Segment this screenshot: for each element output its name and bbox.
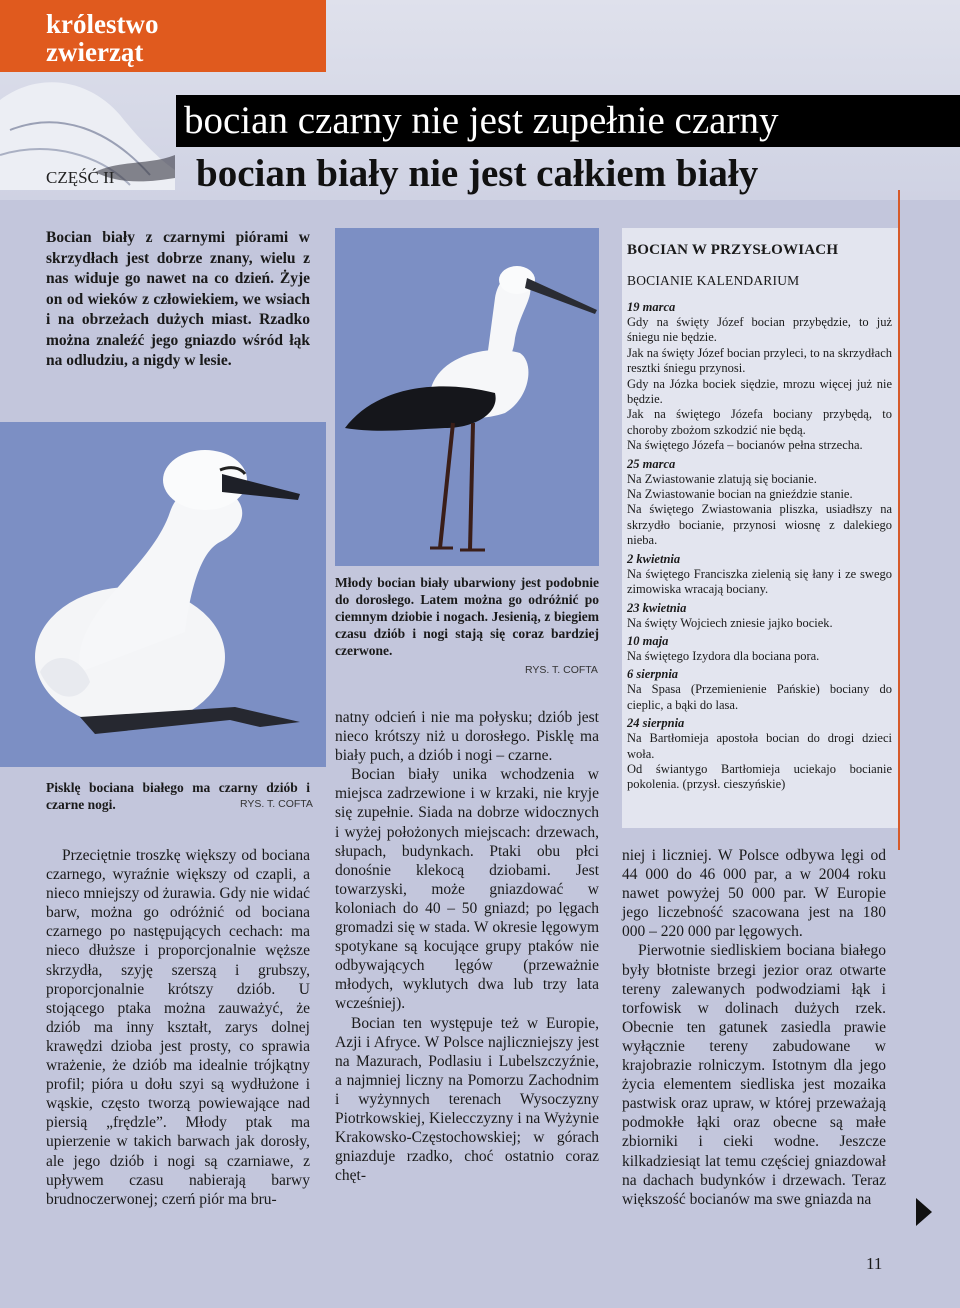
proverb-line: Na świętego Zwiastowania pliszka, usiadłszy na skrzydło bocianie, przynosi wiosnę z dalekiego nieba. xyxy=(627,502,892,548)
continue-arrow-icon xyxy=(916,1198,932,1226)
figure1-caption: Pisklę bociana białego ma czarny dziób i czarne nogi. xyxy=(46,780,310,812)
page-number: 11 xyxy=(866,1254,883,1273)
section-tab xyxy=(0,0,326,72)
proverb-line: Jak na święty Józef bocian przyleci, to na skrzydłach resztki śniegu przynosi. xyxy=(627,345,892,376)
calendar-date: 19 marca xyxy=(627,300,676,314)
calendar-date: 10 maja xyxy=(627,633,669,648)
calendar-date: 25 marca xyxy=(627,456,676,471)
column2-paragraph: Bocian ten występuje też w Europie, Azji i Afryce. W Polsce najliczniejszy jest na Mazurach, Podlasiu i Lubelszczyźnie, a najmniej liczny na Pomorzu Zachodnim i wyżynnych terenach Wysoczyzny Piotrkowskiej, Kielecczyzny i na Wyżynie Krakowsko-Częstochowskiej; w górach gniazduje rzadko, choć ostatnio coraz chęt- xyxy=(335,1014,599,1185)
calendar-date: 24 sierpnia xyxy=(627,716,685,731)
column2-paragraph: natny odcień i nie ma połysku; dziób jest nieco krótszy niż u dorosłego. Pisklę ma biały puch, a dziób i nogi – czarne. xyxy=(335,709,599,765)
proverb-line: Na Zwiastowanie zlatują się bocianie. xyxy=(627,471,817,486)
body-column-2 xyxy=(335,708,599,1185)
calendar-date: 2 kwietnia xyxy=(627,551,681,566)
part-label: CZĘŚĆ II xyxy=(46,168,115,187)
proverb-line: Gdy na święty Józef bocian przybędzie, to już śniegu nie będzie. xyxy=(627,315,892,345)
sidebar-subtitle: BOCIANIE KALENDARIUM xyxy=(627,273,800,288)
proverb-line: Na Bartłomieja apostoła bocian do drogi dzieci woła. xyxy=(627,731,892,761)
young-stork-illustration xyxy=(335,228,599,566)
title-line-1: bocian czarny nie jest zupełnie czarny xyxy=(184,99,779,142)
lead-paragraph: Bocian biały z czarnymi piórami w skrzydłach jest dobrze znany, wielu z nas widuje go nawet na co dzień. Żyje on od wieków z człowiekiem, we wsiach i na obrzeżach dużych miast. Rzadko można znaleźć jego gniazdo wśród łąk na odludziu, a nigdy w lesie. xyxy=(46,229,310,369)
proverb-line: Na Spasa (Przemienienie Pańskie) bociany do cieplic, a bąki do lasa. xyxy=(627,682,892,712)
proverb-line: Gdy na Józka bociek siędzie, mrozu więcej już nie będzie. xyxy=(627,376,892,407)
proverb-line: Na Zwiastowanie bocian na gnieździe stanie. xyxy=(627,487,853,502)
column3-paragraph: niej i liczniej. W Polsce odbywa lęgi od 44 000 do 46 000 par, a w 2004 roku nawet powyżej 50 000 par. W Europie jego liczebność szacowana jest na 180 000 – 220 000 par lęgowych. xyxy=(622,847,886,941)
calendar-date: 6 sierpnia xyxy=(627,667,679,682)
title-line-2: bocian biały nie jest całkiem biały xyxy=(196,152,759,195)
stork-chick-illustration xyxy=(0,422,326,767)
figure2-credit: RYS. T. COFTA xyxy=(525,664,598,676)
proverb-line: Na świętego Izydora dla bociana pora. xyxy=(627,648,820,663)
proverb-line: Na święty Wojciech zniesie jajko bociek. xyxy=(627,615,833,630)
proverb-line: Jak na świętego Józefa bociany przybędą, to choroby zbożom szkodzić nie będą. xyxy=(627,407,892,437)
orange-divider-line xyxy=(898,190,900,850)
figure2-caption: Młody bocian biały ubarwiony jest podobnie do dorosłego. Latem można go odróżnić po ciemnym dziobie i nogach. Jesienią, z biegiem czasu dziób i nogi stają się coraz bardziej czerwone. xyxy=(335,575,599,658)
column3-paragraph: Pierwotnie siedliskiem bociana białego były błotniste brzegi jezior oraz otwarte tereny zalewanych podwodziami łąk i torfowisk w dolinach dużych rzek. Obecnie ten gatunek zasiedla prawie wyłącznie tereny zabudowane w krajobrazie rolniczym. Istotnym dla jego życia elementem siedliska jest mozaika pastwisk oraz upraw, w której przeważają podmokłe łąki oraz obecne są małe zbiorniki i cieki wodne. Jeszcze kilkadziesiąt lat temu częściej gniazdował na dachach budynków i drzewach. Teraz większość bocianów ma swe gniazda na xyxy=(622,942,886,1208)
body-column-1: Przeciętnie troszkę większy od bociana czarnego, wyraźnie większy od czapli, a nieco mniejszy od żurawia. Gdy nie widać barw, można go odróżnić od bociana czarnego po następujących cechach: ma nieco dłuższe i proporcjonalnie węższe skrzydła, szyję szerszą i grubszy, proporcjonalnie krótszy dziób. U stojącego ptaka można zauważyć, że dziób ma inny kształt, zarys dolnej krawędzi dzioba jest prosty, co sprawia wrażenie, że dziób ma idealnie trójkątny profil; pióra u dołu szyi są wydłużone i wąskie, często tworzą powiewające nad piersią „frędzle”. Młody ptak ma upierzenie w takich barwach jak dorosły, ale jego dziób i nogi są czarniawe, z upływem czasu nabierają barwy brudnoczerwonej; czerń piór ma bru- xyxy=(46,847,310,1208)
calendar-date: 23 kwietnia xyxy=(627,600,687,615)
body-column-3 xyxy=(622,846,886,1209)
proverbs-sidebar xyxy=(622,228,898,828)
proverb-line: Od świantygo Bartłomieja uciekajo bocianie pokolenia. (przysł. cieszyńskie) xyxy=(627,761,892,792)
sidebar-title: BOCIAN W PRZYSŁOWIACH xyxy=(627,242,839,258)
section-name: królestwo zwierząt xyxy=(46,9,159,67)
figure1-credit: RYS. T. COFTA xyxy=(240,798,313,810)
column2-paragraph: Bocian biały unika wchodzenia w miejsca zadrzewione i w krzaki, nie kryje się zupełnie. Siada na dobrze widocznych i wyżej położonych miejscach: drzewach, słupach, budynkach. Ptaki obu płci donośnie klekocą dziobami. Jest towarzyski, może gniazdować w koloniach do 40 – 50 gniazd; po lęgach gromadzi się w stada. W okresie lęgowym spotykane są kocujące grupy ptaków nie odbywających lęgów (przeważnie młodych, wyklutych dwa lub trzy lata wcześniej). xyxy=(335,766,599,1013)
sidebar-calendar-list xyxy=(627,299,892,793)
proverb-line: Na świętego Franciszka zielenią się łany i ze swego zimowiska wracają bociany. xyxy=(627,566,892,597)
proverb-line: Na świętego Józefa – bocianów pełna strzecha. xyxy=(627,438,863,453)
